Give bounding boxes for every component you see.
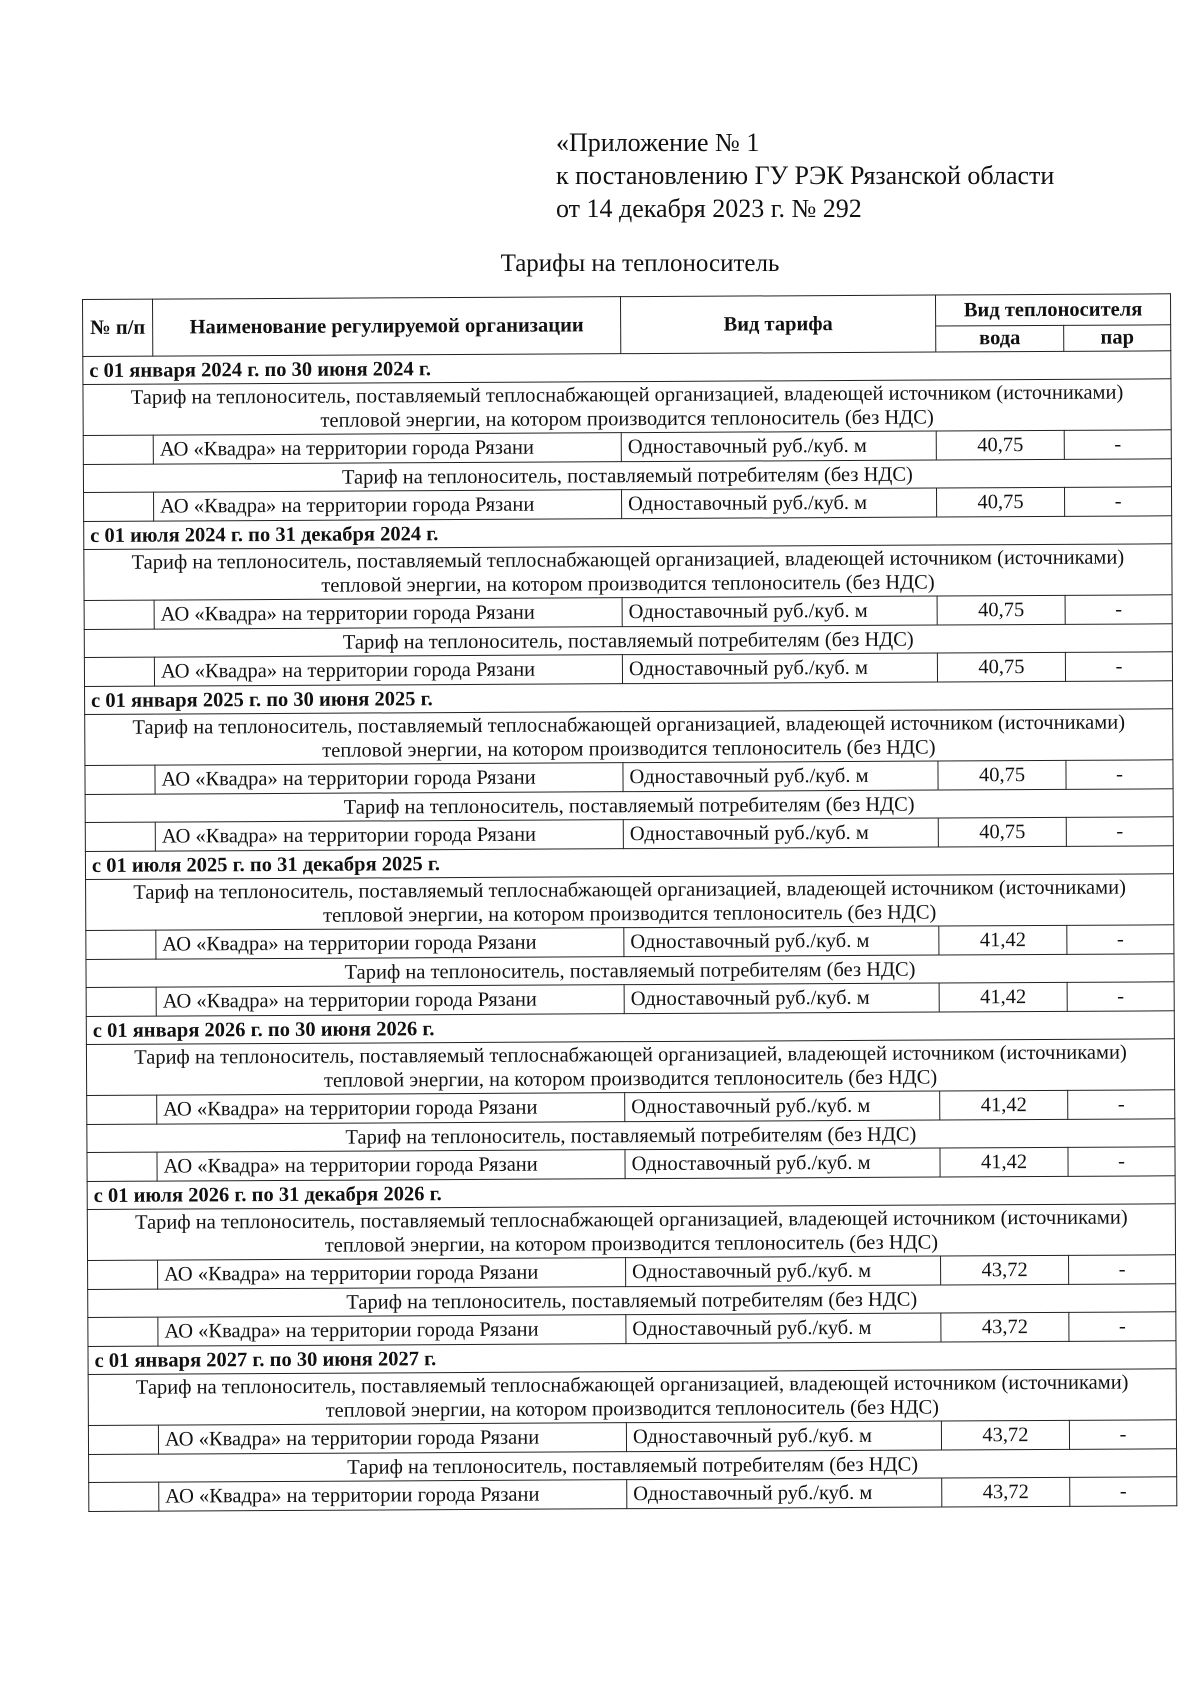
period-label: с 01 января 2024 г. по 30 июня 2024 г.	[83, 351, 1171, 385]
tariff-type: Одноставочный руб./куб. м	[622, 596, 937, 627]
row-number-cell	[85, 822, 155, 851]
row-number-cell	[84, 600, 154, 629]
period-label: с 01 июля 2026 г. по 31 декабря 2026 г.	[87, 1176, 1175, 1210]
row-number-cell	[89, 1482, 159, 1511]
document-title: Тарифы на теплоноситель	[500, 250, 780, 277]
tariff-type: Одноставочный руб./куб. м	[626, 1421, 941, 1452]
tariff-type: Одноставочный руб./куб. м	[625, 1148, 940, 1179]
tariff-type: Одноставочный руб./куб. м	[622, 488, 937, 519]
organization-name: АО «Квадра» на территории города Рязани	[157, 1093, 625, 1124]
row-number-cell	[85, 765, 155, 794]
tariff-type: Одноставочный руб./куб. м	[624, 983, 939, 1014]
row-number-cell	[84, 492, 154, 521]
water-tariff-value: 40,75	[938, 817, 1066, 847]
steam-tariff-value: -	[1068, 1147, 1175, 1177]
column-header-steam: пар	[1064, 325, 1171, 352]
steam-tariff-value: -	[1066, 760, 1173, 790]
period-label: с 01 июля 2025 г. по 31 декабря 2025 г.	[85, 846, 1173, 880]
period-label: с 01 июля 2024 г. по 31 декабря 2024 г.	[84, 516, 1172, 550]
section-heading-supplier: Тариф на теплоноситель, поставляемый теплоснабжающей организацией, владеющей источником (источниками) тепловой энергии, на котором производится теплоноситель (без НДС)	[85, 709, 1173, 766]
annex-reference	[556, 126, 1054, 225]
water-tariff-value: 43,72	[941, 1255, 1069, 1285]
annex-line-3: от 14 декабря 2023 г. № 292	[556, 194, 862, 223]
section-heading-supplier: Тариф на теплоноситель, поставляемый теплоснабжающей организацией, владеющей источником (источниками) тепловой энергии, на котором производится теплоноситель (без НДС)	[86, 1039, 1174, 1096]
water-tariff-value: 40,75	[936, 430, 1064, 460]
water-tariff-value: 43,72	[942, 1477, 1070, 1507]
period-label: с 01 января 2026 г. по 30 июня 2026 г.	[86, 1011, 1174, 1045]
water-tariff-value: 40,75	[937, 652, 1065, 682]
row-number-cell	[88, 1425, 158, 1454]
tariff-type: Одноставочный руб./куб. м	[624, 926, 939, 957]
tariff-type: Одноставочный руб./куб. м	[627, 1478, 942, 1509]
section-heading-consumer: Тариф на теплоноситель, поставляемый потребителям (без НДС)	[85, 789, 1173, 823]
section-row-supplier	[87, 1204, 1175, 1261]
period-label: с 01 января 2025 г. по 30 июня 2025 г.	[85, 681, 1173, 715]
water-tariff-value: 41,42	[939, 925, 1067, 955]
tariff-type: Одноставочный руб./куб. м	[622, 653, 937, 684]
tariff-type: Одноставочный руб./куб. м	[625, 1091, 940, 1122]
organization-name: АО «Квадра» на территории города Рязани	[153, 433, 621, 464]
steam-tariff-value: -	[1067, 925, 1174, 955]
section-heading-supplier: Тариф на теплоноситель, поставляемый теплоснабжающей организацией, владеющей источником (источниками) тепловой энергии, на котором производится теплоноситель (без НДС)	[88, 1369, 1176, 1426]
section-row-supplier	[86, 1039, 1174, 1096]
tariff-type: Одноставочный руб./куб. м	[621, 431, 936, 462]
organization-name: АО «Квадра» на территории города Рязани	[159, 1480, 627, 1511]
water-tariff-value: 40,75	[937, 487, 1065, 517]
water-tariff-value: 40,75	[938, 760, 1066, 790]
period-label: с 01 января 2027 г. по 30 июня 2027 г.	[88, 1341, 1176, 1375]
row-number-cell	[87, 1095, 157, 1124]
row-number-cell	[87, 1152, 157, 1181]
row-number-cell	[83, 435, 153, 464]
annex-line-1: «Приложение № 1	[556, 128, 760, 157]
section-row-supplier	[85, 709, 1173, 766]
steam-tariff-value: -	[1069, 1312, 1176, 1342]
tariff-type: Одноставочный руб./куб. м	[626, 1313, 941, 1344]
section-heading-consumer: Тариф на теплоноситель, поставляемый потребителям (без НДС)	[87, 1119, 1175, 1153]
tariff-type: Одноставочный руб./куб. м	[623, 761, 938, 792]
section-heading-supplier: Тариф на теплоноситель, поставляемый теплоснабжающей организацией, владеющей источником (источниками) тепловой энергии, на котором производится теплоноситель (без НДС)	[84, 544, 1172, 601]
table-header	[83, 294, 1171, 357]
section-row-supplier	[83, 379, 1171, 436]
water-tariff-value: 43,72	[941, 1420, 1069, 1450]
steam-tariff-value: -	[1069, 1255, 1176, 1285]
water-tariff-value: 41,42	[940, 1090, 1068, 1120]
row-number-cell	[88, 1317, 158, 1346]
organization-name: АО «Квадра» на территории города Рязани	[156, 985, 624, 1016]
organization-name: АО «Квадра» на территории города Рязани	[154, 490, 622, 521]
row-number-cell	[84, 657, 154, 686]
row-number-cell	[86, 930, 156, 959]
steam-tariff-value: -	[1070, 1477, 1177, 1507]
organization-name: АО «Квадра» на территории города Рязани	[156, 928, 624, 959]
tariff-type: Одноставочный руб./куб. м	[623, 818, 938, 849]
organization-name: АО «Квадра» на территории города Рязани	[158, 1315, 626, 1346]
organization-name: АО «Квадра» на территории города Рязани	[155, 763, 623, 794]
water-tariff-value: 40,75	[937, 595, 1065, 625]
section-row-supplier	[88, 1369, 1176, 1426]
section-row-supplier	[86, 874, 1174, 931]
tariff-table	[82, 293, 1177, 1512]
table-row-consumer	[89, 1477, 1177, 1512]
steam-tariff-value: -	[1069, 1420, 1176, 1450]
organization-name: АО «Квадра» на территории города Рязани	[158, 1423, 626, 1454]
steam-tariff-value: -	[1065, 595, 1172, 625]
steam-tariff-value: -	[1067, 982, 1174, 1012]
organization-name: АО «Квадра» на территории города Рязани	[154, 598, 622, 629]
section-heading-consumer: Тариф на теплоноситель, поставляемый потребителям (без НДС)	[89, 1449, 1177, 1483]
row-number-cell	[86, 987, 156, 1016]
water-tariff-value: 41,42	[940, 1147, 1068, 1177]
organization-name: АО «Квадра» на территории города Рязани	[158, 1258, 626, 1289]
steam-tariff-value: -	[1064, 430, 1171, 460]
column-header-organization: Наименование регулируемой организации	[153, 297, 621, 356]
row-number-cell	[88, 1260, 158, 1289]
section-heading-consumer: Тариф на теплоноситель, поставляемый потребителям (без НДС)	[86, 954, 1174, 988]
steam-tariff-value: -	[1065, 652, 1172, 682]
water-tariff-value: 43,72	[941, 1312, 1069, 1342]
table-body	[83, 351, 1177, 1512]
column-header-heat-carrier: Вид теплоносителя	[935, 294, 1170, 326]
section-heading-supplier: Тариф на теплоноситель, поставляемый теплоснабжающей организацией, владеющей источником (источниками) тепловой энергии, на котором производится теплоноситель (без НДС)	[86, 874, 1174, 931]
section-heading-supplier: Тариф на теплоноситель, поставляемый теплоснабжающей организацией, владеющей источником (источниками) тепловой энергии, на котором производится теплоноситель (без НДС)	[83, 379, 1171, 436]
tariff-type: Одноставочный руб./куб. м	[626, 1256, 941, 1287]
section-row-supplier	[84, 544, 1172, 601]
annex-line-2: к постановлению ГУ РЭК Рязанской области	[556, 161, 1055, 190]
column-header-number: № п/п	[83, 299, 153, 356]
steam-tariff-value: -	[1064, 487, 1171, 517]
organization-name: АО «Квадра» на территории города Рязани	[154, 655, 622, 686]
steam-tariff-value: -	[1066, 817, 1173, 847]
column-header-water: вода	[936, 325, 1064, 352]
section-heading-consumer: Тариф на теплоноситель, поставляемый потребителям (без НДС)	[88, 1284, 1176, 1318]
section-heading-consumer: Тариф на теплоноситель, поставляемый потребителям (без НДС)	[84, 624, 1172, 658]
organization-name: АО «Квадра» на территории города Рязани	[155, 820, 623, 851]
section-heading-consumer: Тариф на теплоноситель, поставляемый потребителям (без НДС)	[83, 459, 1171, 493]
steam-tariff-value: -	[1068, 1090, 1175, 1120]
organization-name: АО «Квадра» на территории города Рязани	[157, 1150, 625, 1181]
water-tariff-value: 41,42	[939, 982, 1067, 1012]
section-heading-supplier: Тариф на теплоноситель, поставляемый теплоснабжающей организацией, владеющей источником (источниками) тепловой энергии, на котором производится теплоноситель (без НДС)	[87, 1204, 1175, 1261]
column-header-tariff-type: Вид тарифа	[620, 295, 935, 354]
